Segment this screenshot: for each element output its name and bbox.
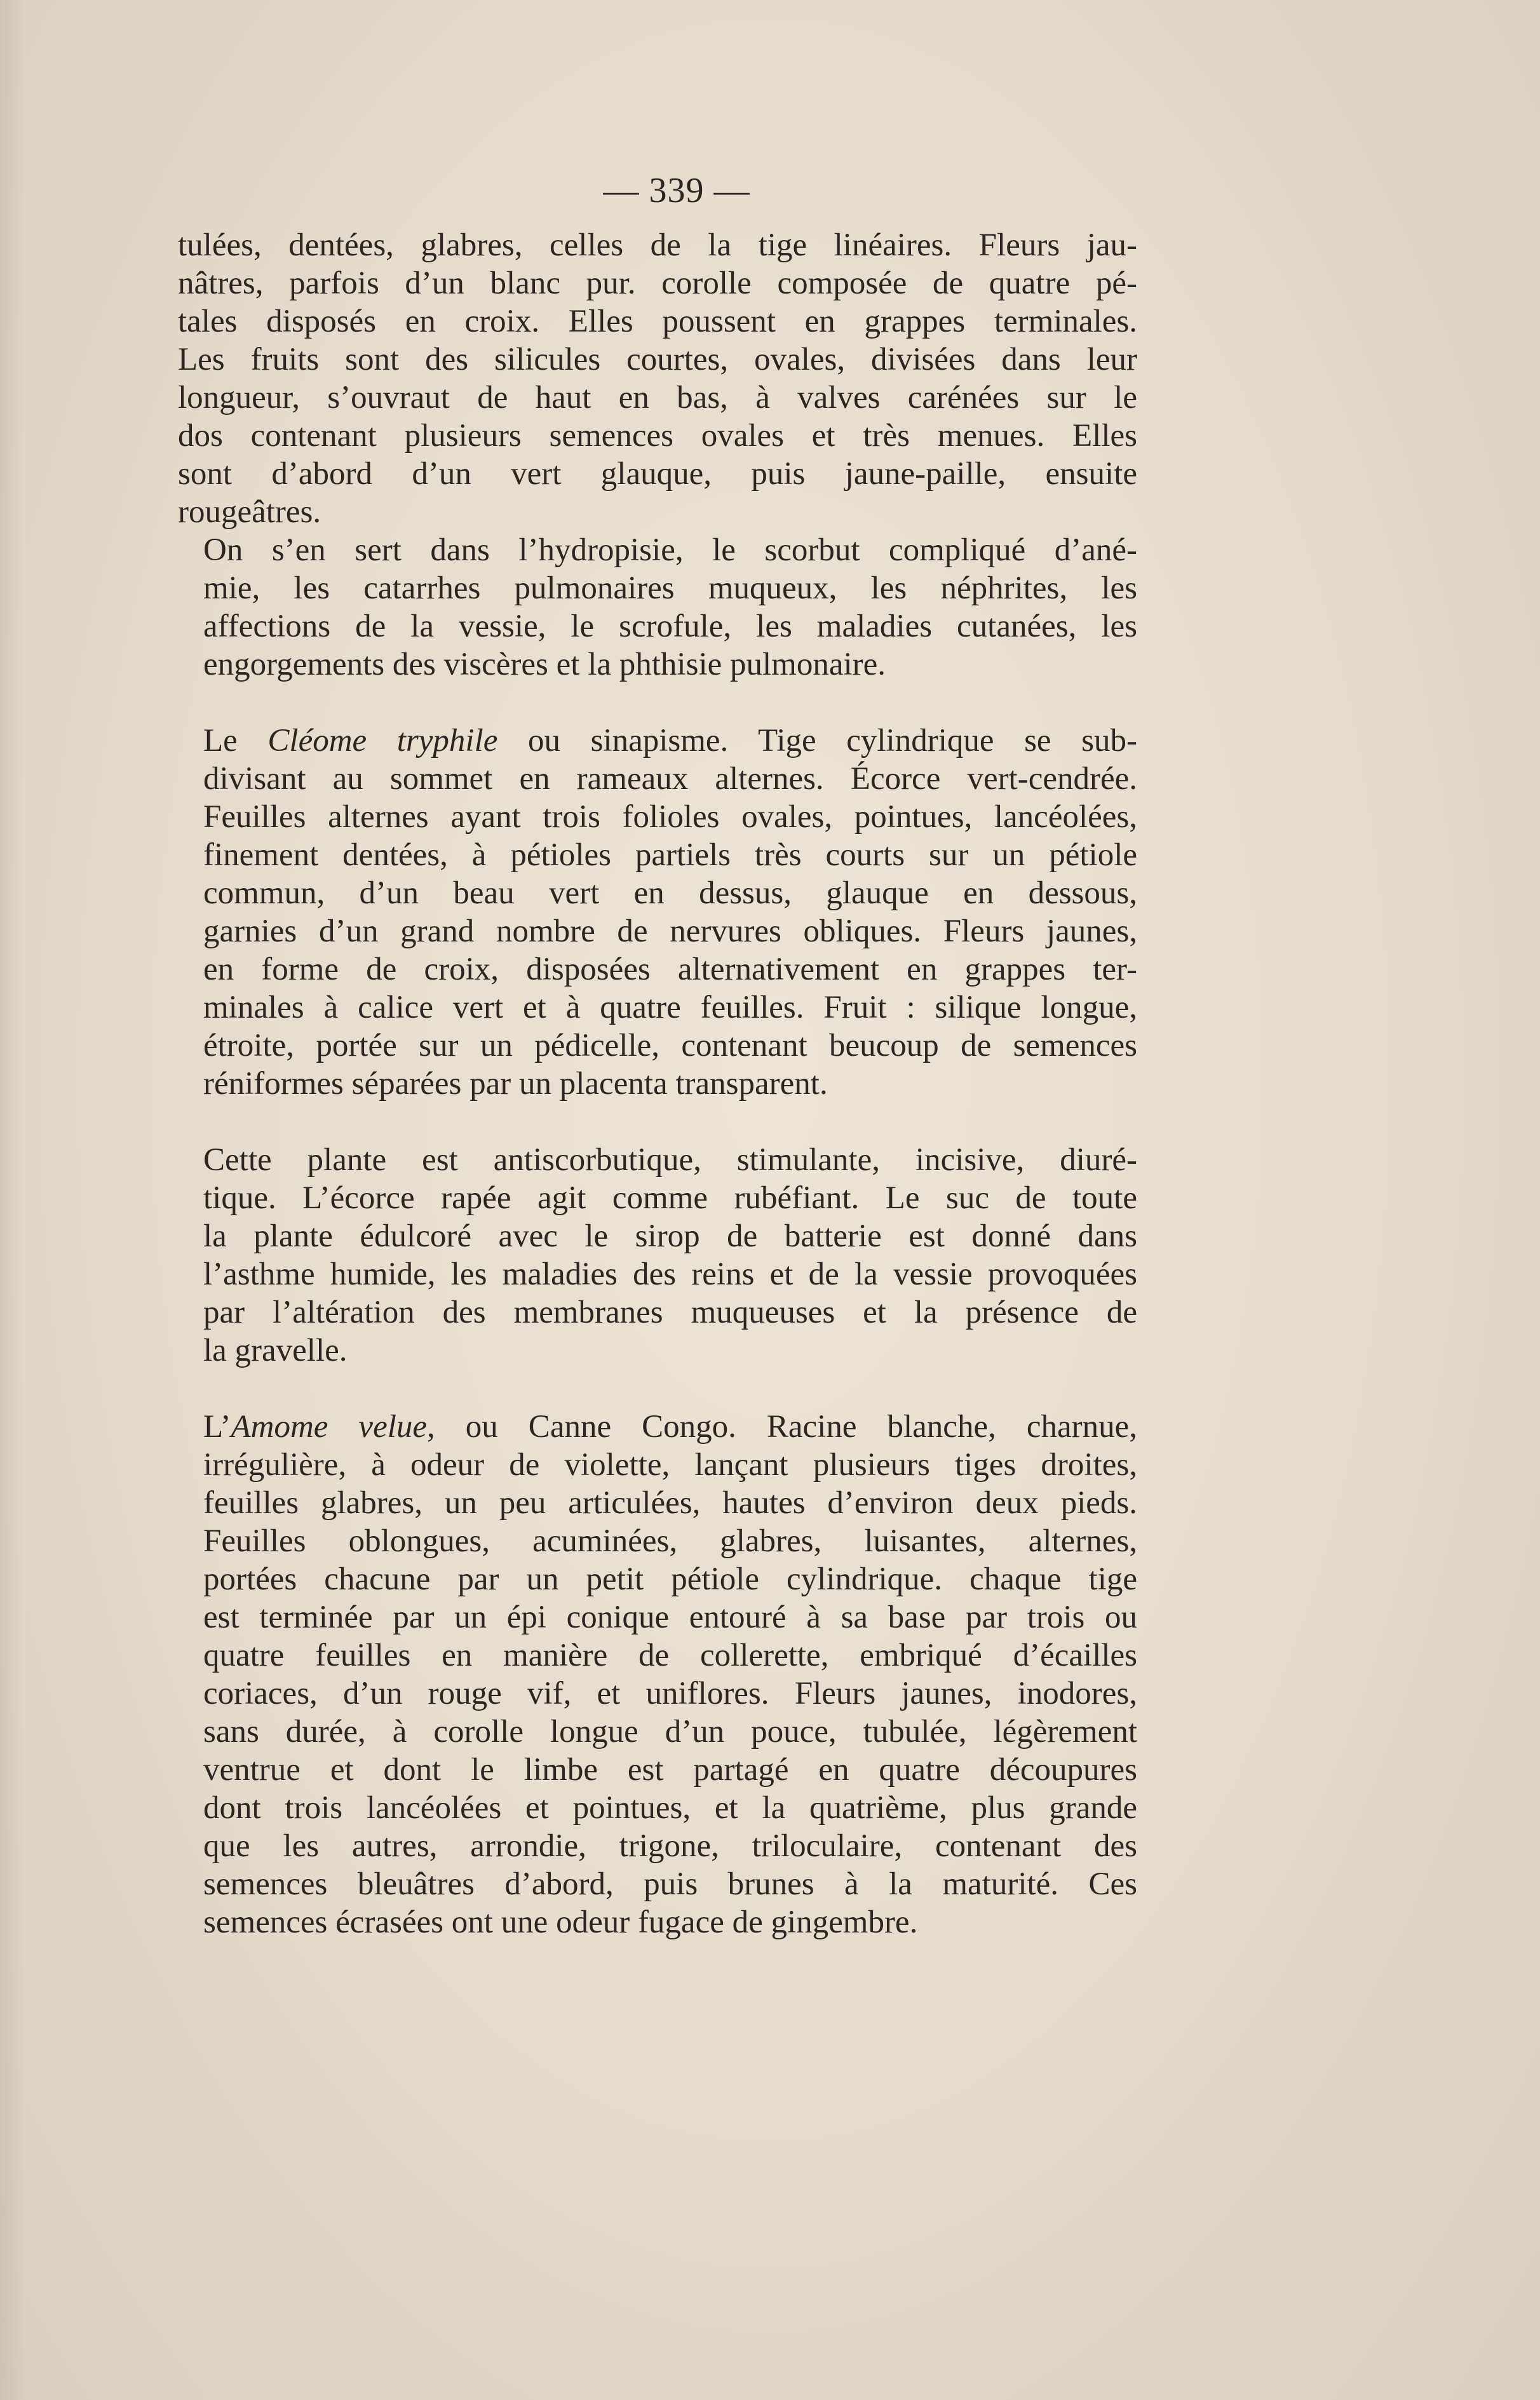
text-block	[178, 172, 1137, 1941]
page-number: — 339 —	[603, 171, 750, 210]
text-line: affections de la vessie, le scrofule, les maladies cutanées, les	[203, 609, 1137, 644]
text-line: longueur, s’ouvraut de haut en bas, à valves carénées sur le	[178, 380, 1137, 415]
text-line: commun, d’un beau vert en dessus, glauque en dessous,	[203, 875, 1137, 911]
text-line: Feuilles alternes ayant trois folioles ovales, pointues, lancéolées,	[203, 799, 1137, 835]
text-line: l’asthme humide, les maladies des reins et de la vessie provoquées	[203, 1257, 1137, 1292]
text-line: Le Cléome tryphile ou sinapisme. Tige cylindrique se sub-	[203, 723, 1137, 758]
text-line: dos contenant plusieurs semences ovales et très menues. Elles	[178, 418, 1137, 454]
paragraph-3	[178, 722, 1137, 1103]
text-line: garnies d’un grand nombre de nervures obliques. Fleurs jaunes,	[203, 913, 1137, 949]
text-line: nâtres, parfois d’un blanc pur. corolle composée de quatre pé-	[178, 266, 1137, 301]
text-line: rougeâtres.	[178, 494, 321, 530]
text-line: la gravelle.	[203, 1333, 348, 1368]
text-line: Cette plante est antiscorbutique, stimulante, incisive, diuré-	[203, 1142, 1137, 1178]
text-line: semences bleuâtres d’abord, puis brunes à la maturité. Ces	[203, 1866, 1137, 1902]
text-line: tales disposés en croix. Elles poussent en grappes terminales.	[178, 304, 1137, 339]
text-line: Les fruits sont des silicules courtes, ovales, divisées dans leur	[178, 342, 1137, 377]
text-line: est terminée par un épi conique entouré à sa base par trois ou	[203, 1600, 1137, 1635]
text-line: engorgements des viscères et la phthisie pulmonaire.	[203, 647, 886, 682]
text-line: portées chacune par un petit pétiole cylindrique. chaque tige	[203, 1561, 1137, 1597]
text-line: L’Amome velue, ou Canne Congo. Racine blanche, charnue,	[203, 1409, 1137, 1445]
text-line: mie, les catarrhes pulmonaires muqueux, les néphrites, les	[203, 570, 1137, 606]
text-line: Feuilles oblongues, acuminées, glabres, luisantes, alternes,	[203, 1523, 1137, 1559]
text-line: tique. L’écorce rapée agit comme rubéfiant. Le suc de toute	[203, 1180, 1137, 1216]
text-line: réniformes séparées par un placenta transparent.	[203, 1066, 828, 1102]
text-line: dont trois lancéolées et pointues, et la quatrième, plus grande	[203, 1790, 1137, 1826]
paragraph-4	[178, 1141, 1137, 1370]
text-line: ventrue et dont le limbe est partagé en quatre découpures	[203, 1752, 1137, 1788]
text-line: la plante édulcoré avec le sirop de batterie est donné dans	[203, 1218, 1137, 1254]
text-line: en forme de croix, disposées alternativement en grappes ter-	[203, 952, 1137, 987]
text-line: étroite, portée sur un pédicelle, contenant beucoup de semences	[203, 1028, 1137, 1063]
text-line: tulées, dentées, glabres, celles de la tige linéaires. Fleurs jau-	[178, 227, 1137, 263]
species-name: Amome velue	[231, 1409, 428, 1445]
species-name: Cléome tryphile	[267, 723, 498, 758]
text-line: coriaces, d’un rouge vif, et uniflores. Fleurs jaunes, inodores,	[203, 1676, 1137, 1711]
spine-shadow	[0, 0, 25, 2400]
text-line: semences écrasées ont une odeur fugace de gingembre.	[203, 1904, 918, 1940]
text-line: On s’en sert dans l’hydropisie, le scorbut compliqué d’ané-	[203, 532, 1137, 568]
paragraph-1	[178, 226, 1137, 531]
text-line: feuilles glabres, un peu articulées, hautes d’environ deux pieds.	[203, 1485, 1137, 1521]
text-line: sans durée, à corolle longue d’un pouce, tubulée, légèrement	[203, 1714, 1137, 1749]
text-line: que les autres, arrondie, trigone, triloculaire, contenant des	[203, 1828, 1137, 1864]
text-line: minales à calice vert et à quatre feuilles. Fruit : silique longue,	[203, 990, 1137, 1025]
paragraph-2	[178, 531, 1137, 684]
paragraph-5	[178, 1408, 1137, 1941]
text-line: sont d’abord d’un vert glauque, puis jaune-paille, ensuite	[178, 456, 1137, 492]
text-line: irrégulière, à odeur de violette, lançant plusieurs tiges droites,	[203, 1447, 1137, 1483]
text-line: par l’altération des membranes muqueuses et la présence de	[203, 1295, 1137, 1330]
text-line: quatre feuilles en manière de collerette, embriqué d’écailles	[203, 1638, 1137, 1673]
text-line: divisant au sommet en rameaux alternes. Écorce vert-cendrée.	[203, 761, 1137, 797]
text-line: finement dentées, à pétioles partiels très courts sur un pétiole	[203, 837, 1137, 873]
